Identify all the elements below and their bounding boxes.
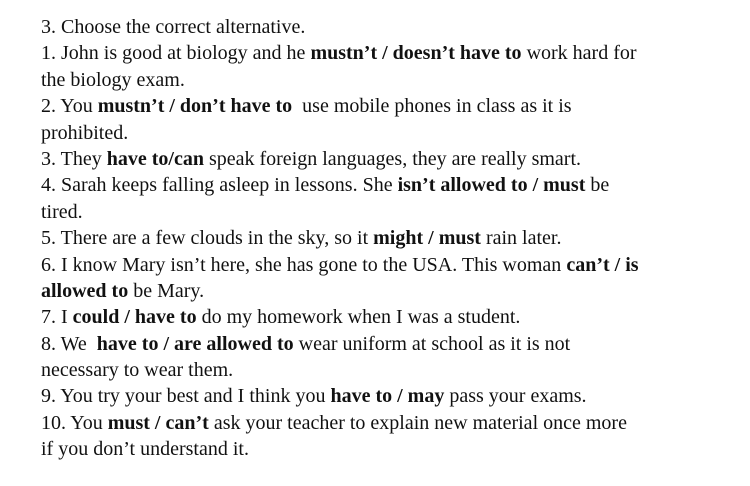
text-line xyxy=(41,436,731,462)
answer-options: mustn’t / don’t have to xyxy=(97,95,293,118)
answer-options: might / must xyxy=(373,227,481,250)
sentence-text: 6. I know Mary isn’t here, she has gone to the USA. This woman xyxy=(41,253,567,276)
sentence-text: speak foreign languages, they are really smart. xyxy=(203,147,582,170)
sentence-text: tired. xyxy=(41,200,83,223)
answer-options: could / have to xyxy=(72,306,197,329)
text-line xyxy=(41,67,731,93)
answer-options: isn’t allowed to / must xyxy=(397,174,586,197)
text-line xyxy=(41,357,731,383)
sentence-text: use mobile phones in class as it is xyxy=(292,95,572,118)
answer-options: have to / may xyxy=(330,385,445,408)
sentence-text: rain later. xyxy=(480,227,562,250)
text-line xyxy=(41,146,731,172)
text-line xyxy=(41,410,731,436)
answer-options: allowed to xyxy=(41,279,129,302)
sentence-text: be Mary. xyxy=(128,279,205,302)
text-line xyxy=(41,40,731,66)
text-line xyxy=(41,331,731,357)
exercise-lines xyxy=(41,40,731,462)
sentence-text: do my homework when I was a student. xyxy=(196,306,521,329)
sentence-text: the biology exam. xyxy=(41,68,185,91)
sentence-text: 2. You xyxy=(41,95,98,118)
sentence-text: 8. We xyxy=(41,332,97,355)
sentence-text: work hard for xyxy=(521,42,637,65)
sentence-text: 9. You try your best and I think you xyxy=(41,385,331,408)
sentence-text: 3. They xyxy=(41,147,107,170)
sentence-text: pass your exams. xyxy=(444,385,587,408)
exercise-heading: 3. Choose the correct alternative. xyxy=(41,16,306,38)
answer-options: can’t / is xyxy=(566,253,639,276)
answer-options: have to / are allowed to xyxy=(96,332,294,355)
answer-options: mustn’t / doesn’t have to xyxy=(310,42,522,65)
text-line xyxy=(41,278,731,304)
text-line xyxy=(41,120,731,146)
sentence-text: be xyxy=(585,174,610,197)
text-line xyxy=(41,172,731,198)
sentence-text: ask your teacher to explain new material once more xyxy=(208,411,627,434)
answer-options: have to/can xyxy=(106,147,204,170)
text-line xyxy=(41,225,731,251)
sentence-text: necessary to wear them. xyxy=(41,359,234,382)
answer-options: must / can’t xyxy=(107,411,209,434)
sentence-text: 5. There are a few clouds in the sky, so it xyxy=(41,227,374,250)
text-line xyxy=(41,383,731,409)
sentence-text: 7. I xyxy=(41,306,73,329)
sentence-text: prohibited. xyxy=(41,121,129,144)
sentence-text: if you don’t understand it. xyxy=(41,438,249,461)
text-line xyxy=(41,304,731,330)
text-line xyxy=(41,199,731,225)
sentence-text: 4. Sarah keeps falling asleep in lessons. She xyxy=(41,174,398,197)
text-line xyxy=(41,93,731,119)
exercise-text xyxy=(41,14,731,463)
sentence-text: 10. You xyxy=(41,411,108,434)
text-line xyxy=(41,252,731,278)
sentence-text: 1. John is good at biology and he xyxy=(41,42,311,65)
sentence-text: wear uniform at school as it is not xyxy=(293,332,571,355)
